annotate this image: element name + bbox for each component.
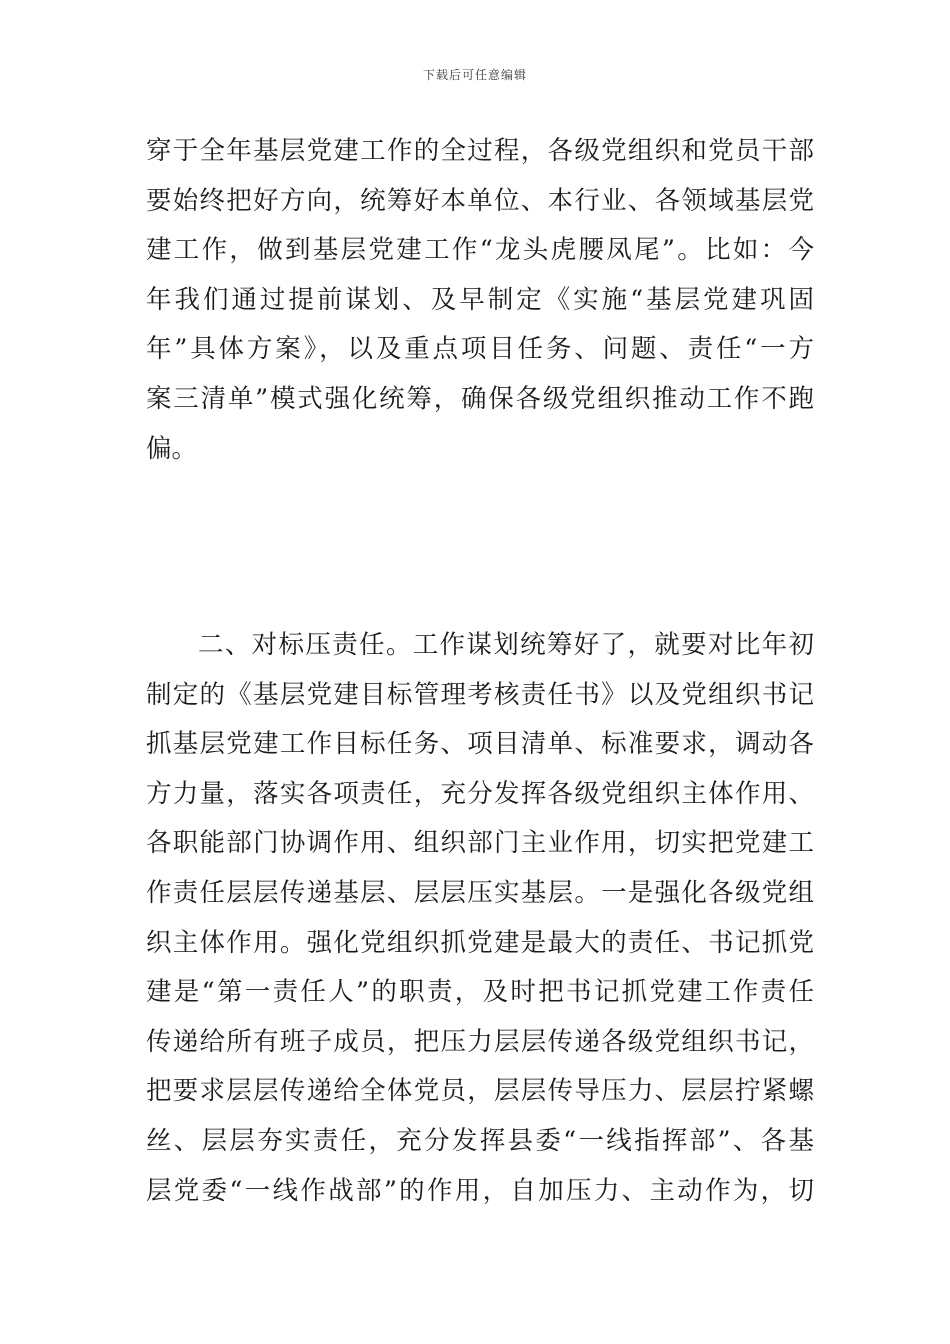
paragraph-line: 年”具体方案》，以及重点项目任务、问题、责任“一方 (146, 334, 814, 365)
paragraph-line: 二、对标压责任。工作谋划统筹好了，就要对比年初 (198, 630, 814, 660)
header-note: 下载后可任意编辑 (422, 68, 527, 82)
paragraph-line: 传递给所有班子成员，把压力层层传递各级党组织书记， (146, 1026, 814, 1057)
paragraph-line: 织主体作用。强化党组织抓党建是最大的责任、书记抓党 (146, 927, 814, 958)
paragraph-line: 丝、层层夯实责任，充分发挥县委“一线指挥部”、各基 (146, 1125, 814, 1156)
paragraph-line: 制定的《基层党建目标管理考核责任书》以及党组织书记 (146, 679, 814, 710)
paragraph-line: 案三清单”模式强化统筹，确保各级党组织推动工作不跑 (146, 383, 814, 414)
paragraph-line: 穿于全年基层党建工作的全过程，各级党组织和党员干部 (146, 136, 814, 166)
paragraph-line: 作责任层层传递基层、层层压实基层。一是强化各级党组 (146, 877, 814, 908)
paragraph-line: 层党委“一线作战部”的作用，自加压力、主动作为，切 (146, 1175, 814, 1206)
paragraph-line: 年我们通过提前谋划、及早制定《实施“基层党建巩固 (146, 284, 814, 315)
paragraph-line: 方力量，落实各项责任，充分发挥各级党组织主体作用、 (146, 778, 814, 809)
paragraph-2 (146, 621, 814, 1216)
paragraph-line: 抓基层党建工作目标任务、项目清单、标准要求，调动各 (146, 729, 814, 760)
paragraph-line: 偏。 (146, 433, 198, 464)
paragraph-line: 建是“第一责任人”的职责，及时把书记抓党建工作责任 (146, 977, 814, 1008)
paragraph-line: 各职能部门协调作用、组织部门主业作用，切实把党建工 (146, 828, 814, 859)
paragraph-1 (146, 127, 814, 474)
paragraph-line: 要始终把好方向，统筹好本单位、本行业、各领域基层党 (146, 185, 814, 216)
paragraph-line: 建工作，做到基层党建工作“龙头虎腰凤尾”。比如：今 (146, 235, 814, 266)
paragraph-line: 把要求层层传递给全体党员，层层传导压力、层层拧紧螺 (146, 1076, 814, 1107)
